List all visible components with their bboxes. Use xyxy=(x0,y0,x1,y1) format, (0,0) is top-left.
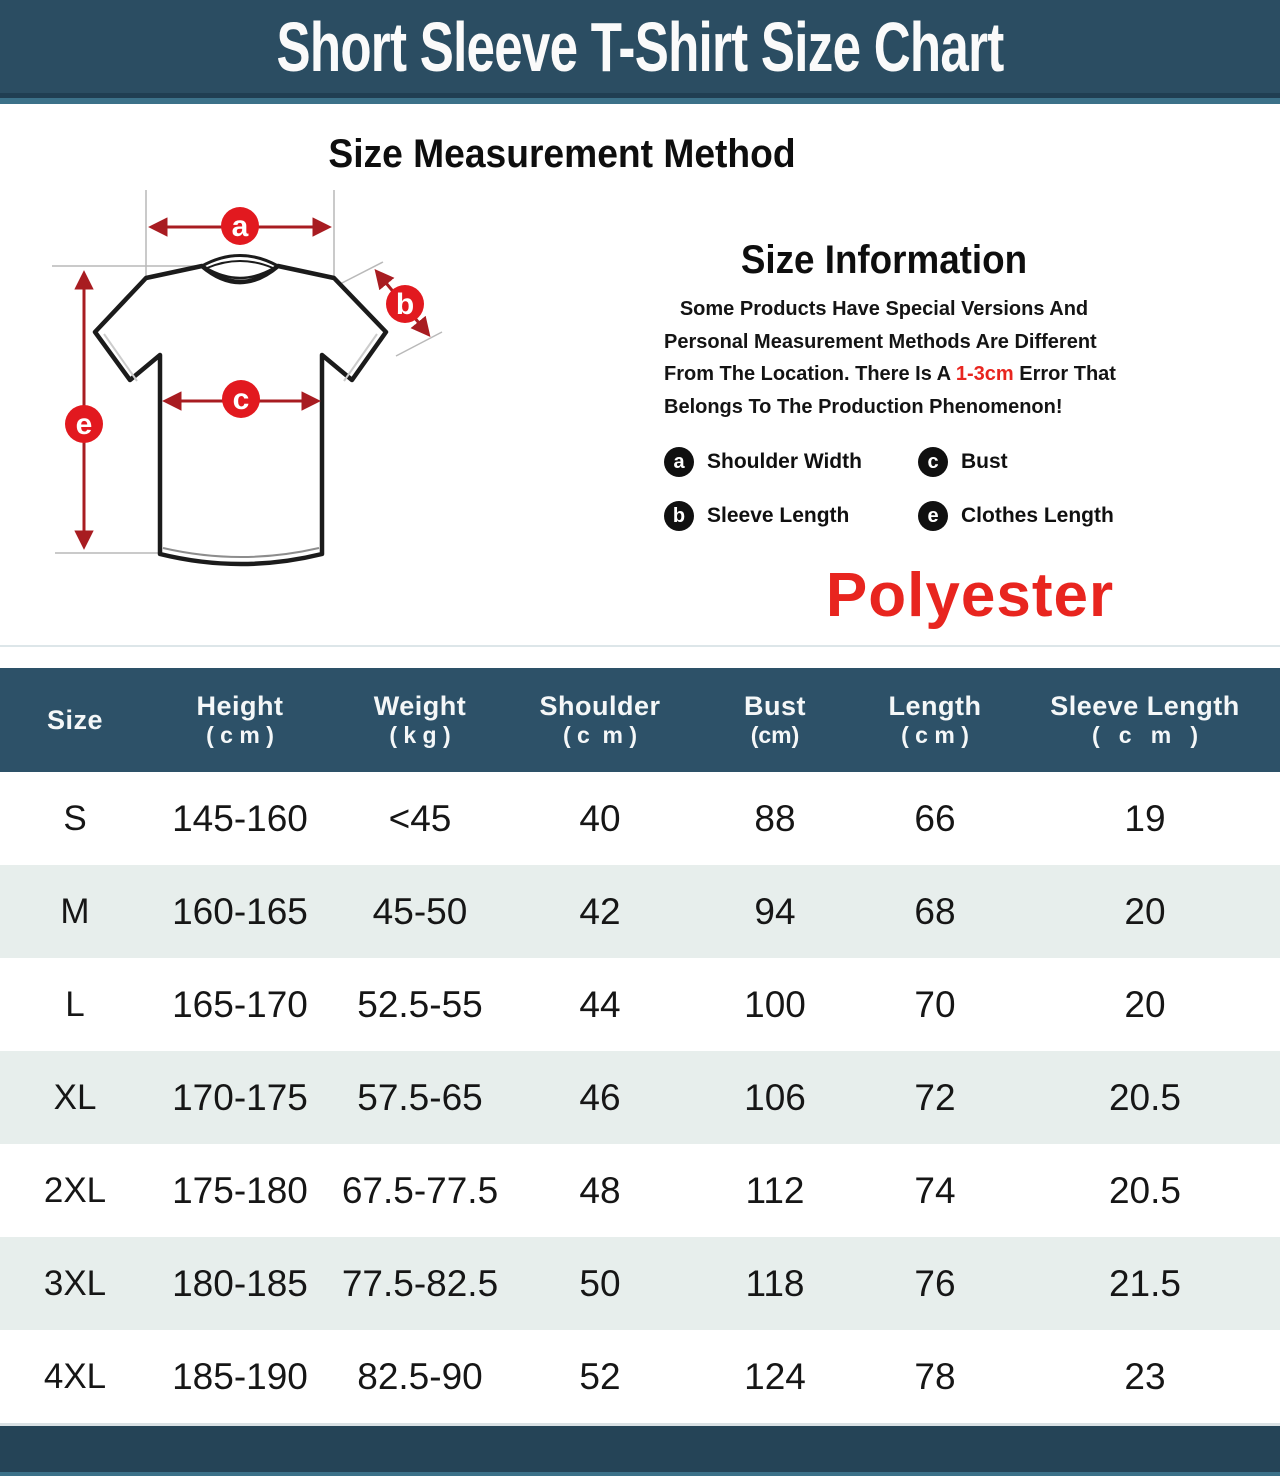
header-length xyxy=(860,668,1010,772)
cell-length: 78 xyxy=(914,1355,956,1397)
cell-sleeve: 20 xyxy=(1124,890,1166,932)
table-row xyxy=(0,958,1280,1051)
header-bust xyxy=(690,668,860,772)
header-weight xyxy=(330,668,510,772)
cell-shoulder: 46 xyxy=(579,1076,621,1118)
cell-weight: 77.5-82.5 xyxy=(341,1262,499,1304)
cell-shoulder: 48 xyxy=(579,1169,621,1211)
cell-weight: 52.5-55 xyxy=(357,983,483,1025)
cell-bust: 112 xyxy=(745,1169,805,1211)
cell-height: 170-175 xyxy=(172,1076,308,1118)
header-unit: ( k g ) xyxy=(389,722,451,748)
cell-weight: 45-50 xyxy=(372,890,468,932)
header-sleeve-length xyxy=(1010,668,1280,772)
legend-label: Clothes Length xyxy=(961,504,1114,527)
cell-height: 165-170 xyxy=(172,983,308,1025)
cell-length: 72 xyxy=(914,1076,956,1118)
size-information-paragraph xyxy=(640,293,1128,423)
cell-height: 185-190 xyxy=(172,1355,308,1397)
size-information-title: Size Information xyxy=(740,238,1028,282)
tshirt-measurement-diagram xyxy=(40,182,520,602)
diagram-label-e: e xyxy=(75,408,93,441)
legend-label: Sleeve Length xyxy=(707,504,850,527)
legend-badge-c: c xyxy=(918,447,948,477)
cell-sleeve: 19 xyxy=(1124,797,1166,839)
legend-label: Shoulder Width xyxy=(707,450,862,473)
header-unit: (cm) xyxy=(750,722,800,748)
cell-shoulder: 40 xyxy=(579,797,621,839)
cell-size: S xyxy=(63,798,87,838)
size-table xyxy=(0,668,1280,1423)
collar-back-inner xyxy=(207,261,273,268)
header-title: Size xyxy=(46,704,104,735)
cell-shoulder: 50 xyxy=(579,1262,621,1304)
info-line-pre: From The Location. There Is A xyxy=(664,363,956,385)
header-title: Weight xyxy=(373,691,467,721)
header-size xyxy=(0,668,150,772)
cell-weight: 82.5-90 xyxy=(357,1355,483,1397)
error-range-highlight: 1-3cm xyxy=(955,363,1014,385)
header-unit: ( c m ) xyxy=(206,722,274,748)
header-title: Length xyxy=(888,691,982,721)
legend-label: Bust xyxy=(961,450,1008,473)
legend-item-sleeve-length xyxy=(664,501,918,531)
cell-sleeve: 20.5 xyxy=(1108,1169,1181,1211)
legend-item-clothes-length xyxy=(918,501,1128,531)
info-line xyxy=(640,358,1128,391)
cell-size: 2XL xyxy=(43,1170,107,1210)
cell-weight: 57.5-65 xyxy=(357,1076,483,1118)
header-height xyxy=(150,668,330,772)
cell-height: 160-165 xyxy=(172,890,308,932)
cell-size: 3XL xyxy=(43,1263,107,1303)
cell-size: L xyxy=(65,984,85,1024)
cell-size: XL xyxy=(53,1077,97,1117)
header-unit: ( c m ) xyxy=(1091,722,1199,748)
cell-bust: 100 xyxy=(744,983,806,1025)
table-header-row xyxy=(0,668,1280,772)
diagram-label-c: c xyxy=(232,383,250,416)
cell-length: 70 xyxy=(914,983,956,1025)
cell-height: 180-185 xyxy=(172,1262,308,1304)
cell-sleeve: 21.5 xyxy=(1108,1262,1181,1304)
cell-weight: 67.5-77.5 xyxy=(341,1169,499,1211)
info-line: Some Products Have Special Versions And xyxy=(679,298,1089,320)
banner-divider-teal xyxy=(0,98,1280,104)
cell-shoulder: 44 xyxy=(579,983,621,1025)
header-title: Sleeve Length xyxy=(1050,691,1240,721)
header-title: Bust xyxy=(744,691,806,721)
diagram-label-b: b xyxy=(395,288,415,321)
header-shoulder xyxy=(510,668,690,772)
cell-length: 68 xyxy=(914,890,956,932)
cell-bust: 118 xyxy=(745,1262,805,1304)
table-row xyxy=(0,772,1280,865)
legend-item-shoulder-width xyxy=(664,447,918,477)
header-title: Height xyxy=(196,691,284,721)
table-body xyxy=(0,772,1280,1423)
cell-sleeve: 20.5 xyxy=(1108,1076,1181,1118)
section-divider xyxy=(0,645,1280,647)
footer-accent xyxy=(0,1472,1280,1476)
cell-height: 145-160 xyxy=(172,797,308,839)
header-unit: ( c m ) xyxy=(562,722,638,748)
table-row xyxy=(0,1330,1280,1423)
footer-bar xyxy=(0,1423,1280,1476)
table-row xyxy=(0,1051,1280,1144)
banner xyxy=(0,0,1280,104)
cell-size: 4XL xyxy=(43,1356,107,1396)
material-label: Polyester xyxy=(825,561,1115,630)
cell-size: M xyxy=(60,891,90,931)
cell-bust: 124 xyxy=(744,1355,806,1397)
legend-badge-e: e xyxy=(918,501,948,531)
diagram-label-a: a xyxy=(231,210,249,243)
info-line: Personal Measurement Methods Are Different xyxy=(664,330,1097,353)
info-line: Belongs To The Production Phenomenon! xyxy=(664,395,1063,418)
cell-bust: 88 xyxy=(754,797,796,839)
page-title: Short Sleeve T-Shirt Size Chart xyxy=(276,7,1004,86)
legend-badge-b: b xyxy=(664,501,694,531)
cell-length: 76 xyxy=(914,1262,956,1304)
measurement-legend xyxy=(640,447,1128,531)
cell-bust: 106 xyxy=(744,1076,806,1118)
cell-sleeve: 23 xyxy=(1124,1355,1166,1397)
header-title: Shoulder xyxy=(539,691,661,721)
size-information-section xyxy=(640,238,1128,531)
cell-length: 66 xyxy=(914,797,956,839)
measurement-method-heading: Size Measurement Method xyxy=(328,132,796,176)
cell-height: 175-180 xyxy=(172,1169,308,1211)
table-row xyxy=(0,1144,1280,1237)
legend-badge-a: a xyxy=(664,447,694,477)
table-row xyxy=(0,865,1280,958)
cell-sleeve: 20 xyxy=(1124,983,1166,1025)
info-line-post: Error That xyxy=(1013,363,1116,385)
cell-length: 74 xyxy=(914,1169,956,1211)
cell-weight: <45 xyxy=(388,797,452,839)
header-unit: ( c m ) xyxy=(901,722,969,748)
table-row xyxy=(0,1237,1280,1330)
cell-bust: 94 xyxy=(754,890,796,932)
legend-item-bust xyxy=(918,447,1128,477)
cell-shoulder: 52 xyxy=(579,1355,621,1397)
cell-shoulder: 42 xyxy=(579,890,621,932)
